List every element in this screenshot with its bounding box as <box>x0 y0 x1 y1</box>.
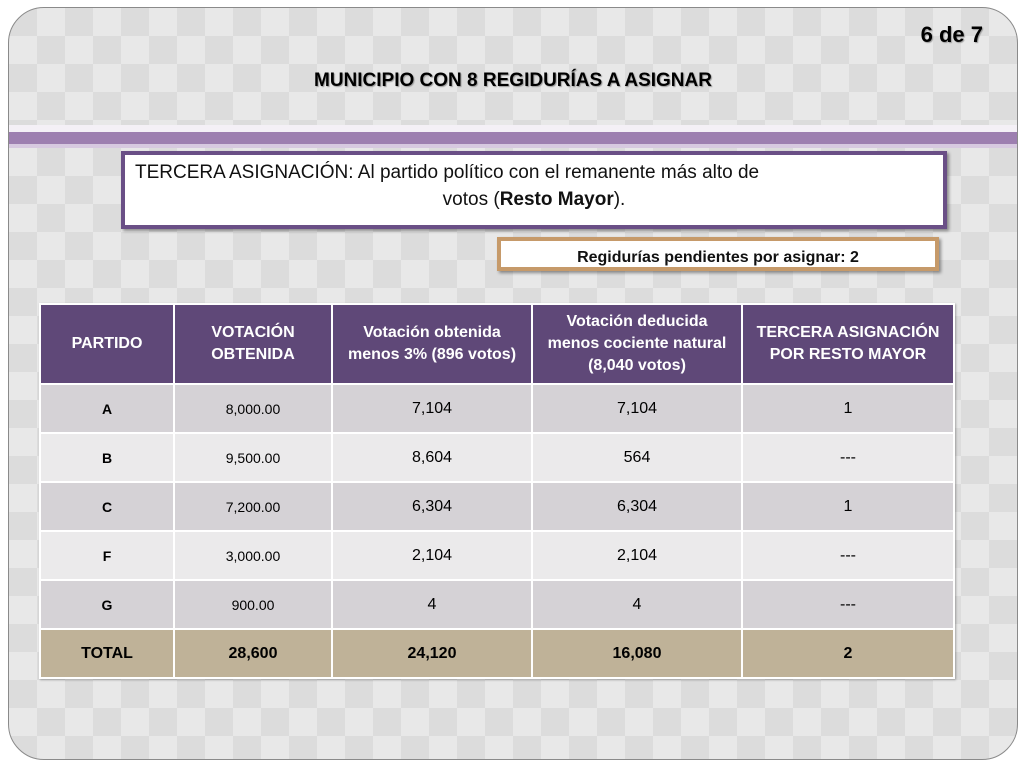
cell-menos-3: 7,104 <box>332 384 532 433</box>
cell-deducida: 6,304 <box>532 482 742 531</box>
cell-partido: G <box>40 580 174 629</box>
page-number: 6 de 7 <box>920 22 983 47</box>
header-votacion-deducida: Votación deducida menos cociente natural (8,040 votos) <box>532 304 742 384</box>
table-row <box>40 531 954 580</box>
cell-partido: F <box>40 531 174 580</box>
table-row <box>40 384 954 433</box>
assignment-text-prefix: votos ( <box>442 189 500 210</box>
total-asignacion: 2 <box>742 629 954 678</box>
cell-partido: C <box>40 482 174 531</box>
assignment-label: TERCERA ASIGNACIÓN: <box>135 162 354 183</box>
cell-votacion: 8,000.00 <box>174 384 332 433</box>
cell-deducida: 4 <box>532 580 742 629</box>
header-partido: PARTIDO <box>40 304 174 384</box>
cell-asignacion: 1 <box>742 384 954 433</box>
divider-bar-lavender <box>9 144 1017 148</box>
slide <box>8 7 1018 760</box>
cell-deducida: 2,104 <box>532 531 742 580</box>
cell-asignacion: --- <box>742 531 954 580</box>
table-header-row <box>40 304 954 384</box>
total-votacion: 28,600 <box>174 629 332 678</box>
table-row <box>40 580 954 629</box>
cell-deducida: 7,104 <box>532 384 742 433</box>
table-row <box>40 482 954 531</box>
cell-votacion: 3,000.00 <box>174 531 332 580</box>
cell-asignacion: --- <box>742 580 954 629</box>
cell-menos-3: 8,604 <box>332 433 532 482</box>
pending-seats-box: Regidurías pendientes por asignar: 2 <box>497 237 939 271</box>
cell-votacion: 9,500.00 <box>174 433 332 482</box>
total-deducida: 16,080 <box>532 629 742 678</box>
cell-partido: A <box>40 384 174 433</box>
assignment-rule-box <box>121 151 947 229</box>
table-total-row <box>40 629 954 678</box>
cell-partido: B <box>40 433 174 482</box>
table-row <box>40 433 954 482</box>
cell-votacion: 7,200.00 <box>174 482 332 531</box>
cell-menos-3: 2,104 <box>332 531 532 580</box>
total-label: TOTAL <box>40 629 174 678</box>
total-menos-3: 24,120 <box>332 629 532 678</box>
divider-bar-purple <box>9 132 1017 144</box>
assignment-text-line1: Al partido político con el remanente más alto de <box>353 162 760 183</box>
cell-menos-3: 6,304 <box>332 482 532 531</box>
cell-votacion: 900.00 <box>174 580 332 629</box>
assignment-text-bold: Resto Mayor <box>499 189 614 210</box>
header-tercera-asignacion: TERCERA ASIGNACIÓN POR RESTO MAYOR <box>742 304 954 384</box>
header-votacion-menos-3: Votación obtenida menos 3% (896 votos) <box>332 304 532 384</box>
assignment-text-suffix: ). <box>613 189 626 210</box>
allocation-table <box>39 303 955 679</box>
cell-asignacion: 1 <box>742 482 954 531</box>
header-votacion-obtenida: VOTACIÓN OBTENIDA <box>174 304 332 384</box>
divider-bar-light <box>9 125 1017 132</box>
cell-menos-3: 4 <box>332 580 532 629</box>
cell-asignacion: --- <box>742 433 954 482</box>
cell-deducida: 564 <box>532 433 742 482</box>
page-title: MUNICIPIO CON 8 REGIDURÍAS A ASIGNAR <box>314 70 712 91</box>
